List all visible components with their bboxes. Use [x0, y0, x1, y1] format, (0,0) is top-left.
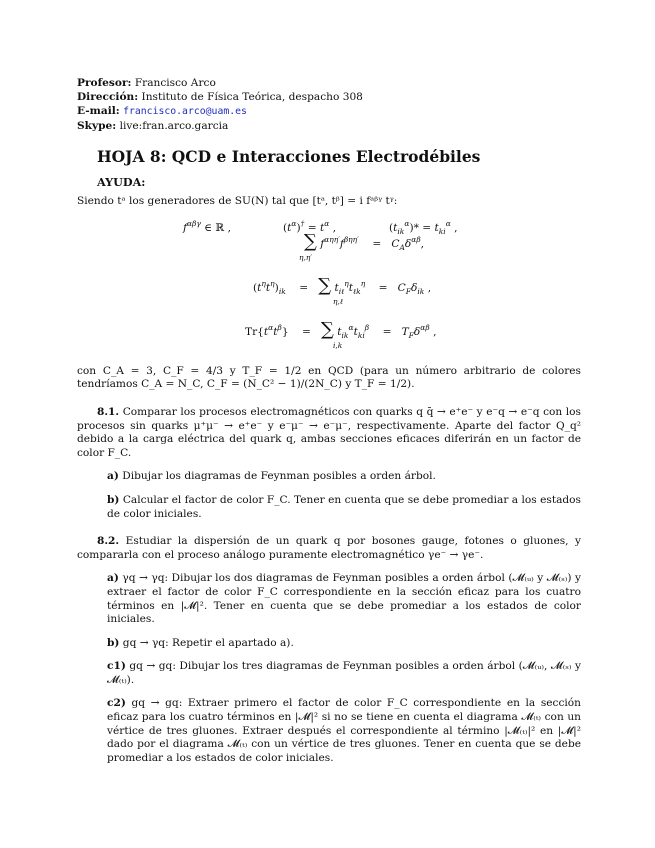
- exercise-8-2: 8.2. Estudiar la dispersión de un quark q por bosones gauge, fotones o gluones, y compararla con el proceso análogo puramente electromagnético γe⁻ → γe⁻.: [77, 535, 581, 561]
- equation-sum-index-1: η,η′: [299, 252, 313, 262]
- equation-sum-index-3: i,k: [333, 340, 343, 350]
- exercise-8-2-c1: c1) gq → gq: Dibujar los tres diagramas de Feynman posibles a orden árbol (𝓜₍ᵤ₎, 𝓜₍ₛ₎ y 𝓜₍ₜ₎).: [107, 660, 582, 686]
- equation-casimir-adjoint: ∑ $f^{\alpha\eta\eta'}f^{\beta\eta\eta'}$ = $C_A\delta^{\alpha\beta}$,: [304, 230, 425, 252]
- exercise-8-1-a: a) Dibujar los diagramas de Feynman posibles a orden árbol.: [107, 470, 436, 483]
- equation-block: [77, 213, 581, 359]
- constants-text: con C_A = 3, C_F = 4/3 y T_F = 1/2 en QCD (para un número arbitrario de colores tendríamos C_A = N_C, C_F = (N_C² − 1)/(2N_C) y T_F = 1/2).: [77, 364, 581, 391]
- exercise-8-1-b: b) Calcular el factor de color F_C. Tener en cuenta que se debe promediar a los estados de color iniciales.: [107, 493, 581, 520]
- equation-conjugate: $(t_{ik}^\alpha)* = t_{ki}^\alpha$ ,: [389, 218, 458, 236]
- email-link[interactable]: francisco.arco@uam.es: [123, 106, 247, 117]
- header-block: [77, 76, 581, 133]
- equation-casimir-fund: $(t^\eta t^\eta)_{ik}$ = ∑ $t_{i\ell}^\eta t_{\ell k}^\eta$ = $C_F\delta_{ik}$ ,: [253, 274, 432, 296]
- profesor-line: Profesor: Francisco Arco: [77, 77, 216, 89]
- equation-f-real: $f^{\alpha\beta\gamma}$ ∈ ℝ ,: [183, 218, 231, 234]
- equation-sum-index-2: η,ℓ: [333, 296, 344, 306]
- direccion-line: Dirección: Instituto de Física Teórica, despacho 308: [77, 91, 363, 103]
- exercise-8-2-b: b) gq → γq: Repetir el apartado a).: [107, 636, 294, 649]
- exercise-8-2-a: a) γq → γq: Dibujar los dos diagramas de Feynman posibles a orden árbol (𝓜₍ᵤ₎ y 𝓜₍ₛ₎) y extraer el factor de color F_C correspondiente en la sección eficaz para los cuatro términos en |𝓜|². Tener en cuenta que se debe promediar a los estados de color iniciales.: [107, 572, 581, 626]
- equation-hermitian: $(t^\alpha)^\dagger = t^\alpha$ ,: [283, 218, 337, 234]
- email-line: E-mail: francisco.arco@uam.es: [77, 105, 247, 117]
- page-title: HOJA 8: QCD e Interacciones Electrodébiles: [97, 147, 481, 166]
- exercise-8-2-c2: c2) gq → gq: Extraer primero el factor de color F_C correspondiente en la sección eficaz para los cuatro términos en |𝓜|² si no se tiene en cuenta el diagrama 𝓜₍ₜ₎ con un vértice de tres gluones. Extraer después el correspondiente al término |𝓜₍ₜ₎|² en |𝓜|² dado por el diagrama 𝓜₍ₜ₎ con un vértice de tres gluones. Tener en cuenta que se debe promediar a los estados de color iniciales.: [107, 697, 581, 764]
- exercise-8-1: 8.1. Comparar los procesos electromagnéticos con quarks q q̄ → e⁺e⁻ y e⁻q → e⁻q con los procesos sin quarks μ⁺μ⁻ → e⁺e⁻ y e⁻μ⁻ → e⁻μ⁻, respectivamente. Aparte del factor Q_q² debido a la carga eléctrica del quark q, ambas secciones eficaces diferirán en un factor de color F_C.: [77, 405, 581, 459]
- skype-line: Skype: live:fran.arco.garcia: [77, 120, 229, 132]
- intro-text: Siendo tᵃ los generadores de SU(N) tal que [tᵃ, tᵝ] = i fᵃᵝᵞ tᵞ:: [77, 195, 398, 208]
- document-page: [77, 76, 581, 765]
- ayuda-heading: AYUDA:: [97, 174, 146, 189]
- equation-trace: $Tr\{t^\alpha t^\beta\}$ = ∑ $t_{ik}^\alpha t_{ki}^\beta$ = $T_F\delta^{\alpha\beta}$ ,: [245, 318, 437, 340]
